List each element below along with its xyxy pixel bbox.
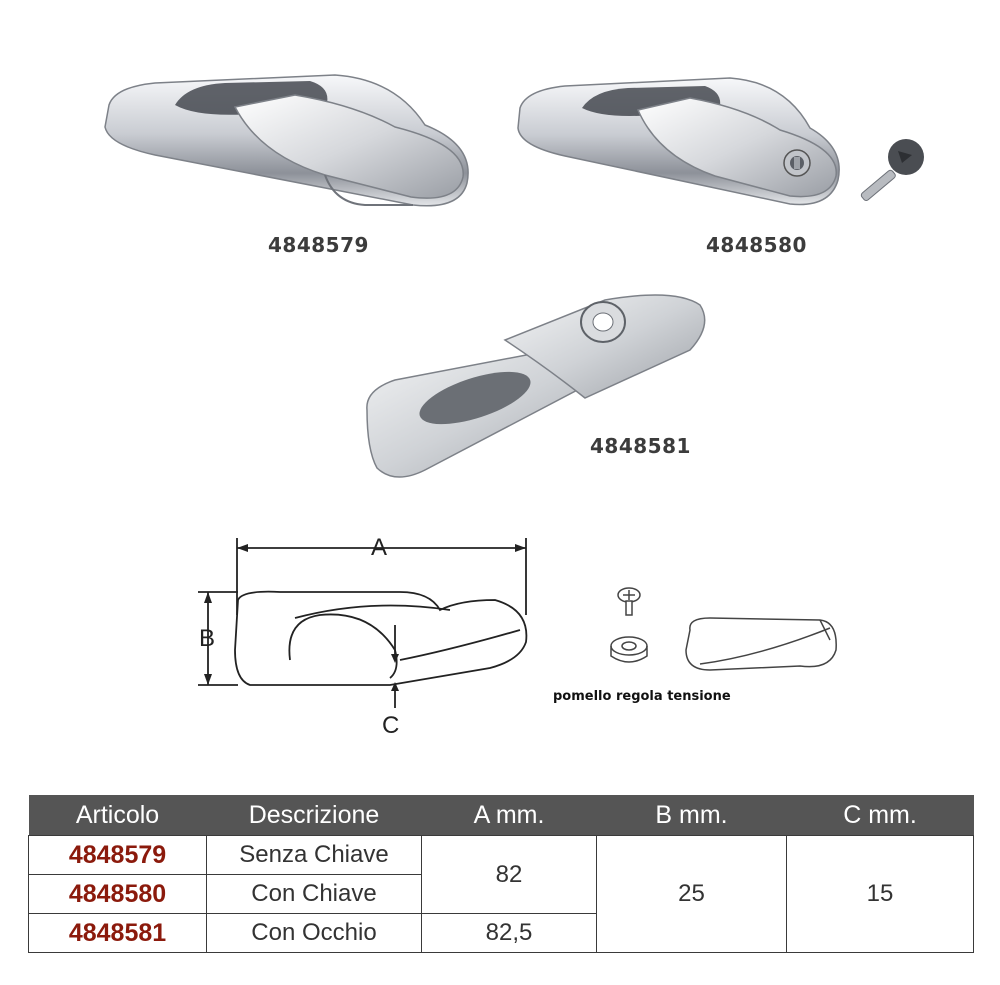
table-header-row	[29, 795, 974, 836]
articolo-cell: 4848580	[29, 875, 207, 914]
articolo-cell: 4848579	[29, 836, 207, 875]
latch-image-4848580	[510, 68, 840, 218]
dimension-drawing	[190, 530, 540, 745]
product-code-4848579: 4848579	[268, 233, 369, 257]
c-value-cell: 15	[787, 836, 974, 953]
column-header-articolo: Articolo	[29, 795, 207, 836]
descrizione-cell: Con Chiave	[207, 875, 422, 914]
b-value-cell: 25	[597, 836, 787, 953]
latch-image-4848579	[95, 65, 480, 225]
a-value-cell: 82	[422, 836, 597, 914]
descrizione-cell: Con Occhio	[207, 914, 422, 953]
a-value-cell: 82,5	[422, 914, 597, 953]
column-header-c: C mm.	[787, 795, 974, 836]
spec-table	[28, 795, 974, 953]
washer-icon	[605, 632, 653, 670]
dimension-label-b: B	[199, 625, 216, 652]
column-header-b: B mm.	[597, 795, 787, 836]
dimension-label-a: A	[371, 534, 388, 561]
product-code-4848581: 4848581	[590, 434, 691, 458]
articolo-cell: 4848581	[29, 914, 207, 953]
key-icon	[852, 135, 932, 215]
product-code-4848580: 4848580	[706, 233, 807, 257]
tension-knob-note: pomello regola tensione	[553, 689, 731, 704]
column-header-descrizione: Descrizione	[207, 795, 422, 836]
descrizione-cell: Senza Chiave	[207, 836, 422, 875]
screw-icon	[613, 585, 649, 617]
latch-side-drawing	[680, 610, 845, 680]
column-header-a: A mm.	[422, 795, 597, 836]
dimension-label-c: C	[382, 712, 400, 739]
table-row	[29, 836, 974, 875]
